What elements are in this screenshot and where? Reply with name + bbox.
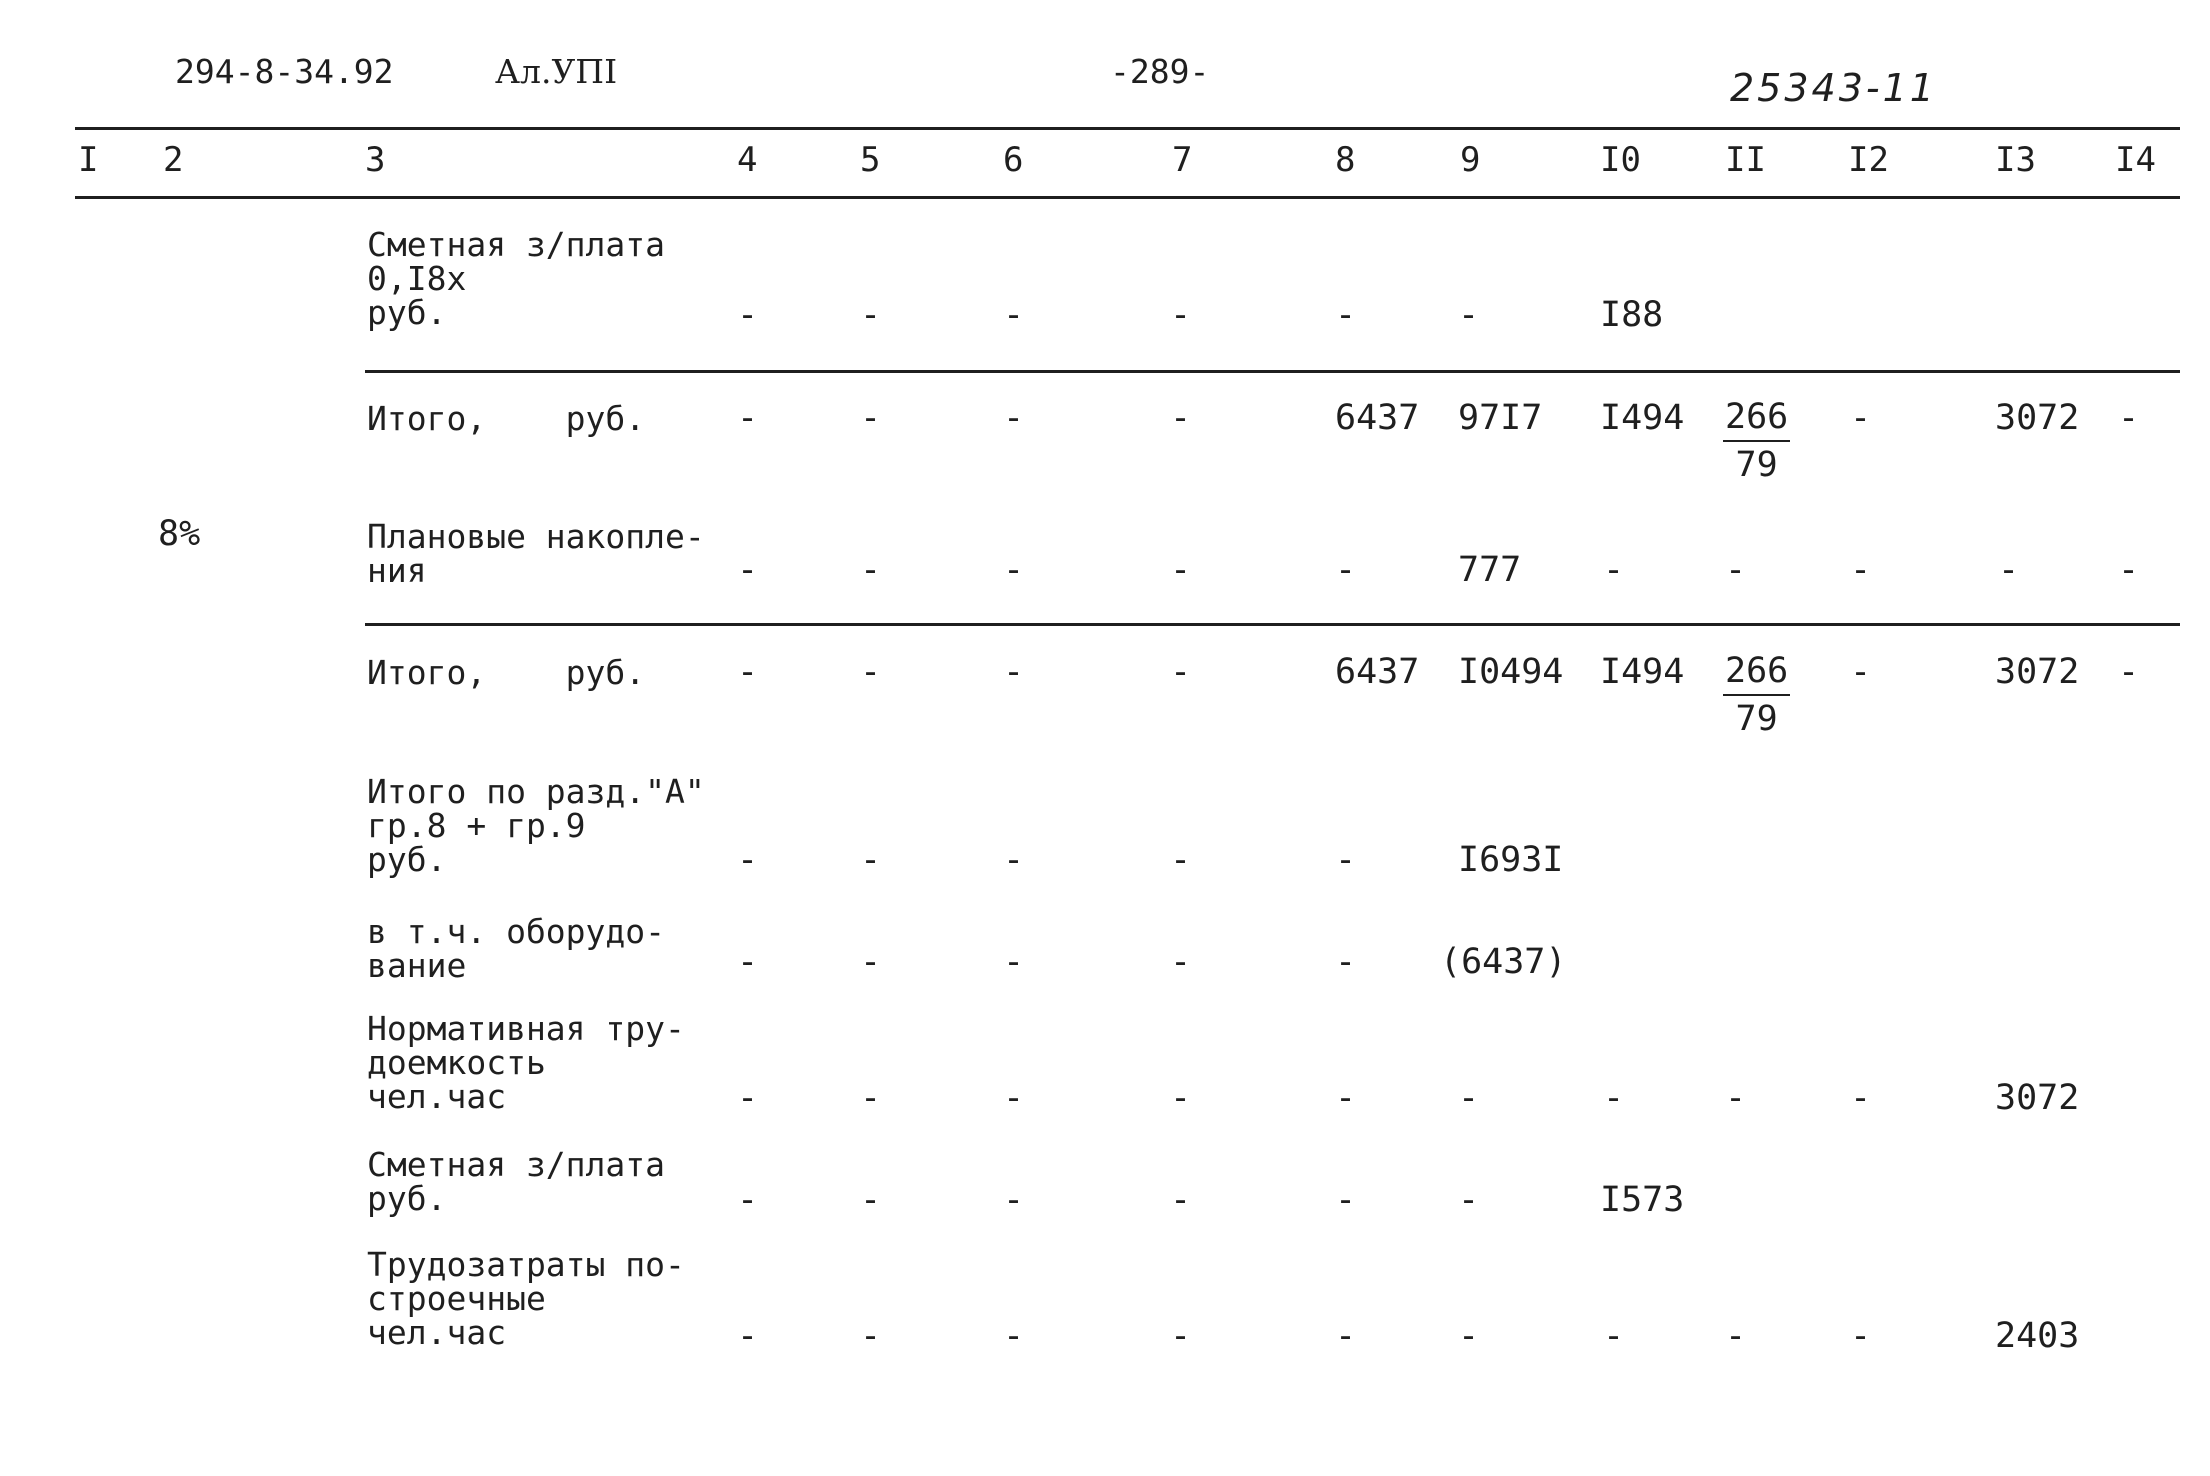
dash-cell: - bbox=[1170, 840, 1192, 880]
fraction-cell bbox=[1723, 394, 1790, 488]
column-number: 9 bbox=[1460, 140, 1481, 180]
dash-cell: - bbox=[737, 550, 759, 590]
row-label bbox=[367, 912, 666, 985]
row-label-line: Трудозатраты по- bbox=[367, 1245, 685, 1284]
value-cell: 2403 bbox=[1995, 1316, 2080, 1356]
value-cell: I88 bbox=[1600, 295, 1664, 335]
row-label-line: руб. bbox=[367, 840, 447, 879]
row-label bbox=[367, 1009, 685, 1116]
dash-cell: - bbox=[1170, 942, 1192, 982]
dash-cell: - bbox=[860, 550, 882, 590]
dash-cell: - bbox=[1725, 1316, 1747, 1356]
dash-cell: - bbox=[737, 398, 759, 438]
dash-cell: - bbox=[1850, 398, 1872, 438]
value-cell: I693I bbox=[1458, 840, 1564, 880]
dash-cell: - bbox=[860, 295, 882, 335]
row-label-line: 0,I8х bbox=[367, 259, 467, 298]
dash-cell: - bbox=[1003, 652, 1025, 692]
dash-cell: - bbox=[1003, 1078, 1025, 1118]
dash-cell: - bbox=[1003, 840, 1025, 880]
dash-cell: - bbox=[860, 942, 882, 982]
dash-cell: - bbox=[1458, 1078, 1480, 1118]
dash-cell: - bbox=[737, 295, 759, 335]
column-number: I0 bbox=[1600, 140, 1641, 180]
dash-cell: - bbox=[1003, 550, 1025, 590]
column-number: I2 bbox=[1848, 140, 1889, 180]
fraction bbox=[1723, 648, 1790, 742]
column-number: 7 bbox=[1172, 140, 1193, 180]
dash-cell: - bbox=[1003, 942, 1025, 982]
row-label-line: Плановые накопле- bbox=[367, 517, 705, 556]
column-number: 3 bbox=[365, 140, 386, 180]
value-cell: I0494 bbox=[1458, 652, 1564, 692]
row-label-line: гр.8 + гр.9 bbox=[367, 806, 586, 845]
document-code: 294-8-34.92 bbox=[175, 52, 394, 91]
dash-cell: - bbox=[737, 1316, 759, 1356]
dash-cell: - bbox=[860, 398, 882, 438]
row-label bbox=[367, 1245, 685, 1352]
column-number: I4 bbox=[2115, 140, 2156, 180]
dash-cell: - bbox=[1850, 550, 1872, 590]
dash-cell: - bbox=[1003, 295, 1025, 335]
page-number: -289- bbox=[1110, 52, 1210, 91]
table-top-rule bbox=[75, 127, 2180, 130]
dash-cell: - bbox=[1335, 1078, 1357, 1118]
dash-cell: - bbox=[1170, 1180, 1192, 1220]
dash-cell: - bbox=[1850, 652, 1872, 692]
dash-cell: - bbox=[737, 1180, 759, 1220]
dash-cell: - bbox=[1335, 550, 1357, 590]
row-label-line: чел.час bbox=[367, 1313, 507, 1352]
dash-cell: - bbox=[2118, 652, 2140, 692]
row-label bbox=[367, 1145, 666, 1218]
column-number: I3 bbox=[1995, 140, 2036, 180]
value-cell: I494 bbox=[1600, 398, 1685, 438]
row-label-line: Сметная з/плата bbox=[367, 1145, 666, 1184]
dash-cell: - bbox=[1725, 550, 1747, 590]
value-cell: 3072 bbox=[1995, 398, 2080, 438]
fraction-cell bbox=[1723, 648, 1790, 742]
subtotal-rule bbox=[365, 623, 2180, 626]
subtotal-rule bbox=[365, 370, 2180, 373]
dash-cell: - bbox=[860, 652, 882, 692]
dash-cell: - bbox=[860, 840, 882, 880]
row-label bbox=[367, 225, 666, 332]
row-label-line: руб. bbox=[367, 1179, 447, 1218]
value-cell: 6437 bbox=[1335, 398, 1420, 438]
value-cell: 3072 bbox=[1995, 652, 2080, 692]
row-label-line: руб. bbox=[367, 293, 447, 332]
row-label bbox=[367, 399, 646, 438]
dash-cell: - bbox=[860, 1180, 882, 1220]
dash-cell: - bbox=[1603, 1316, 1625, 1356]
column-number: 2 bbox=[163, 140, 184, 180]
row-label-line: Итого по разд."А" bbox=[367, 772, 705, 811]
row-label-line: Итого, руб. bbox=[367, 653, 646, 692]
fraction-denominator: 79 bbox=[1735, 445, 1778, 485]
column-number: 6 bbox=[1003, 140, 1024, 180]
column-number: II bbox=[1725, 140, 1766, 180]
value-cell: 97I7 bbox=[1458, 398, 1543, 438]
column-number: I bbox=[78, 140, 99, 180]
value-cell: 6437 bbox=[1335, 652, 1420, 692]
dash-cell: - bbox=[737, 840, 759, 880]
dash-cell: - bbox=[1335, 295, 1357, 335]
dash-cell: - bbox=[1850, 1316, 1872, 1356]
value-cell: (6437) bbox=[1440, 942, 1567, 982]
row-label-line: в т.ч. оборудо- bbox=[367, 912, 666, 951]
dash-cell: - bbox=[1458, 1180, 1480, 1220]
dash-cell: - bbox=[1998, 550, 2020, 590]
dash-cell: - bbox=[1335, 1180, 1357, 1220]
dash-cell: - bbox=[737, 652, 759, 692]
handwritten-registration-number: 25343-11 bbox=[1730, 66, 1937, 110]
dash-cell: - bbox=[1725, 1078, 1747, 1118]
value-cell: 3072 bbox=[1995, 1078, 2080, 1118]
row-label bbox=[367, 653, 646, 692]
dash-cell: - bbox=[1603, 550, 1625, 590]
header-bottom-rule bbox=[75, 196, 2180, 199]
row-label bbox=[367, 517, 705, 590]
value-cell: I494 bbox=[1600, 652, 1685, 692]
fraction bbox=[1723, 394, 1790, 488]
dash-cell: - bbox=[1170, 652, 1192, 692]
dash-cell: - bbox=[1170, 550, 1192, 590]
album-number: Ал.УПI bbox=[495, 52, 618, 91]
dash-cell: - bbox=[1170, 398, 1192, 438]
row-label-line: строечные bbox=[367, 1279, 546, 1318]
dash-cell: - bbox=[737, 1078, 759, 1118]
dash-cell: - bbox=[1170, 295, 1192, 335]
row-label bbox=[367, 772, 705, 879]
dash-cell: - bbox=[860, 1078, 882, 1118]
value-cell: I573 bbox=[1600, 1180, 1685, 1220]
column-number: 5 bbox=[860, 140, 881, 180]
dash-cell: - bbox=[1003, 398, 1025, 438]
dash-cell: - bbox=[737, 942, 759, 982]
fraction-numerator: 266 bbox=[1723, 394, 1790, 442]
dash-cell: - bbox=[1003, 1316, 1025, 1356]
rate-cell: 8% bbox=[158, 514, 201, 554]
dash-cell: - bbox=[1458, 1316, 1480, 1356]
row-label-line: Нормативная тру- bbox=[367, 1009, 685, 1048]
dash-cell: - bbox=[1003, 1180, 1025, 1220]
row-label-line: чел.час bbox=[367, 1077, 507, 1116]
dash-cell: - bbox=[2118, 550, 2140, 590]
dash-cell: - bbox=[2118, 398, 2140, 438]
dash-cell: - bbox=[860, 1316, 882, 1356]
dash-cell: - bbox=[1850, 1078, 1872, 1118]
column-number: 8 bbox=[1335, 140, 1356, 180]
dash-cell: - bbox=[1170, 1078, 1192, 1118]
row-label-line: Итого, руб. bbox=[367, 399, 646, 438]
value-cell: 777 bbox=[1458, 550, 1522, 590]
dash-cell: - bbox=[1603, 1078, 1625, 1118]
row-label-line: Сметная з/плата bbox=[367, 225, 666, 264]
dash-cell: - bbox=[1170, 1316, 1192, 1356]
row-label-line: ния bbox=[367, 551, 427, 590]
row-label-line: доемкость bbox=[367, 1043, 546, 1082]
dash-cell: - bbox=[1335, 1316, 1357, 1356]
fraction-numerator: 266 bbox=[1723, 648, 1790, 696]
row-label-line: вание bbox=[367, 946, 467, 985]
fraction-denominator: 79 bbox=[1735, 699, 1778, 739]
dash-cell: - bbox=[1335, 942, 1357, 982]
dash-cell: - bbox=[1335, 840, 1357, 880]
dash-cell: - bbox=[1458, 295, 1480, 335]
column-number: 4 bbox=[737, 140, 758, 180]
